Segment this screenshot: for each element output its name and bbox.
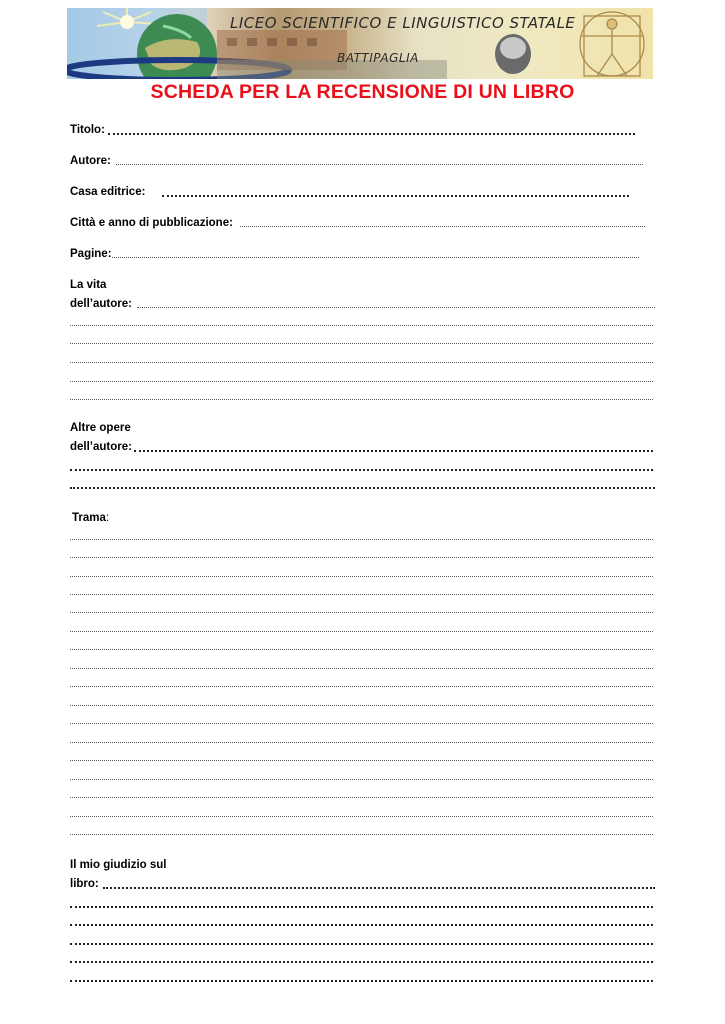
field-line-trama[interactable] xyxy=(70,723,653,724)
field-line-vita[interactable] xyxy=(70,399,653,400)
label-autore: Autore: xyxy=(70,155,111,167)
label-trama xyxy=(72,512,109,524)
field-line-giudizio[interactable] xyxy=(70,961,653,963)
field-line-trama[interactable] xyxy=(70,539,653,540)
field-line-trama[interactable] xyxy=(70,779,653,780)
field-line-trama[interactable] xyxy=(70,686,653,687)
field-line-trama[interactable] xyxy=(70,576,653,577)
field-line-trama[interactable] xyxy=(70,760,653,761)
field-line-giudizio[interactable] xyxy=(70,980,653,982)
field-line-altre-opere[interactable] xyxy=(134,450,653,452)
field-line-vita[interactable] xyxy=(70,381,653,382)
field-line-giudizio[interactable] xyxy=(70,906,653,908)
label-giudizio-line1: Il mio giudizio sul xyxy=(70,859,167,871)
label-vita-line1: La vita xyxy=(70,279,107,291)
field-line-vita[interactable] xyxy=(70,325,653,326)
label-altre-opere-line2: dell’autore: xyxy=(70,441,132,453)
field-line-trama[interactable] xyxy=(70,742,653,743)
page-title: SCHEDA PER LA RECENSIONE DI UN LIBRO xyxy=(150,81,575,103)
vitruvian-man-icon xyxy=(580,12,644,76)
field-line-titolo[interactable] xyxy=(108,133,635,135)
label-casa-editrice: Casa editrice: xyxy=(70,186,146,198)
sun-core xyxy=(120,15,134,29)
field-line-trama[interactable] xyxy=(70,705,653,706)
field-line-giudizio[interactable] xyxy=(70,924,653,926)
field-line-trama[interactable] xyxy=(70,797,653,798)
field-line-giudizio[interactable] xyxy=(103,887,655,889)
field-line-autore[interactable] xyxy=(116,164,643,165)
field-line-trama[interactable] xyxy=(70,834,653,835)
label-giudizio-line2: libro: xyxy=(70,878,99,890)
field-line-altre-opere[interactable] xyxy=(70,487,655,489)
field-line-trama[interactable] xyxy=(70,631,653,632)
school-city: BATTIPAGLIA xyxy=(337,51,419,65)
field-line-trama[interactable] xyxy=(70,612,653,613)
field-line-vita[interactable] xyxy=(70,343,653,344)
field-line-altre-opere[interactable] xyxy=(70,469,653,471)
label-titolo: Titolo: xyxy=(70,124,105,136)
field-line-pagine[interactable] xyxy=(112,257,639,258)
label-citta-anno: Città e anno di pubblicazione: xyxy=(70,217,233,229)
field-line-trama[interactable] xyxy=(70,668,653,669)
school-header-banner xyxy=(67,8,653,79)
field-line-casa-editrice[interactable] xyxy=(162,195,629,197)
field-line-vita[interactable] xyxy=(137,307,655,308)
label-vita-line2: dell’autore: xyxy=(70,298,132,310)
label-trama-text: Trama xyxy=(72,512,106,524)
field-line-trama[interactable] xyxy=(70,557,653,558)
field-line-trama[interactable] xyxy=(70,594,653,595)
field-line-trama[interactable] xyxy=(70,649,653,650)
label-altre-opere-line1: Altre opere xyxy=(70,422,131,434)
school-name: LICEO SCIENTIFICO E LINGUISTICO STATALE xyxy=(230,14,576,32)
field-line-citta-anno[interactable] xyxy=(240,226,645,227)
field-line-vita[interactable] xyxy=(70,362,653,363)
field-line-trama[interactable] xyxy=(70,816,653,817)
label-trama-colon: : xyxy=(105,512,110,524)
field-line-giudizio[interactable] xyxy=(70,943,653,945)
label-pagine: Pagine: xyxy=(70,248,112,260)
